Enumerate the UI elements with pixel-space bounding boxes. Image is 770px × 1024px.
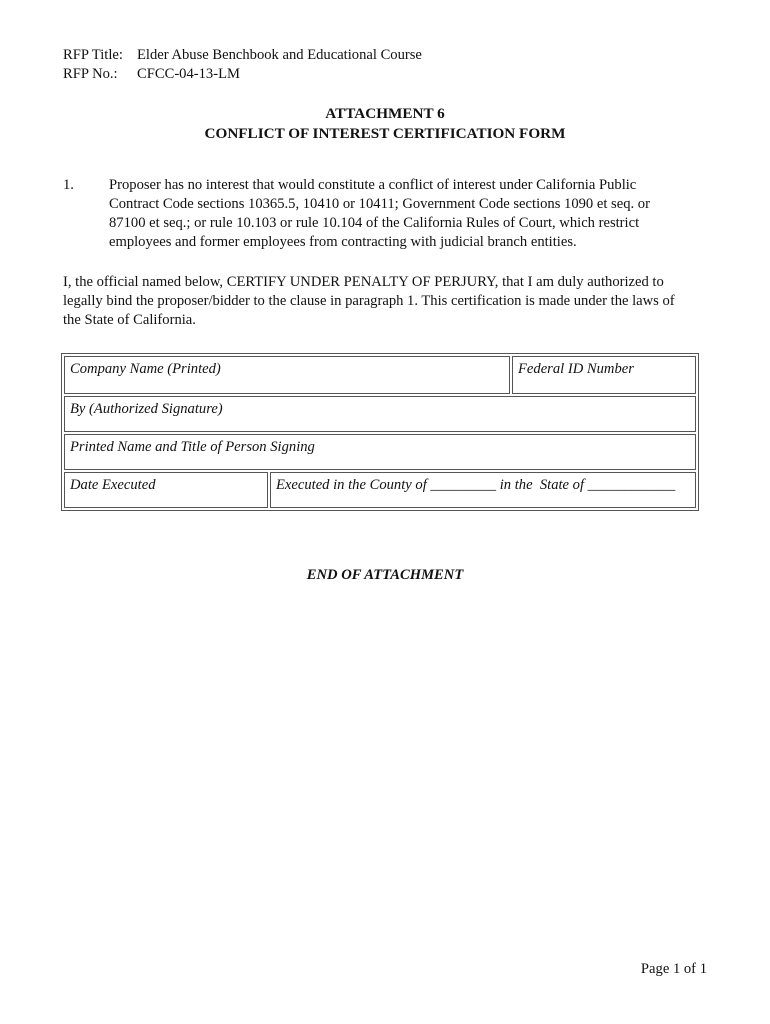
signature-field[interactable] (64, 396, 696, 432)
rfp-number-label: RFP No.: (63, 66, 118, 82)
rfp-number-value: CFCC-04-13-LM (137, 66, 240, 82)
end-of-attachment: END OF ATTACHMENT (306, 567, 464, 583)
certification-line: legally bind the proposer/bidder to the clause in paragraph 1. This certification is made under the laws of (63, 293, 675, 309)
paragraph-1-line: 87100 et seq.; or rule 10.103 or rule 10.104 of the California Rules of Court, which restrict (109, 215, 640, 231)
attachment-heading: ATTACHMENT 6 (325, 105, 445, 122)
paragraph-number: 1. (63, 177, 74, 193)
rfp-header (63, 46, 703, 84)
county-state-field[interactable] (270, 472, 696, 508)
page-number: Page 1 of 1 (640, 961, 707, 977)
form-heading: CONFLICT OF INTEREST CERTIFICATION FORM (204, 125, 566, 142)
company-name-label: Company Name (Printed) (70, 361, 221, 377)
rfp-title-value: Elder Abuse Benchbook and Educational Course (137, 47, 422, 63)
certification-line: I, the official named below, CERTIFY UNDER PENALTY OF PERJURY, that I am duly authorized to (63, 274, 664, 290)
signature-form-table (61, 353, 699, 511)
federal-id-field[interactable] (512, 356, 696, 394)
date-executed-field[interactable] (64, 472, 268, 508)
certification-statement (63, 273, 699, 330)
company-name-field[interactable] (64, 356, 510, 394)
rfp-title-label: RFP Title: (63, 47, 123, 63)
certification-line: the State of California. (63, 312, 196, 328)
date-executed-label: Date Executed (70, 477, 156, 493)
paragraph-1-line: Contract Code sections 10365.5, 10410 or 10411; Government Code sections 1090 et seq. or (109, 196, 650, 212)
county-state-label: Executed in the County of _________ in the State of ____________ (276, 477, 676, 493)
form-row-printed-name (64, 434, 696, 470)
document-title (0, 104, 770, 144)
paragraph-1-line: employees and former employees from contracting with judicial branch entities. (109, 234, 577, 250)
paragraph-1-line: Proposer has no interest that would constitute a conflict of interest under California Public (109, 177, 637, 193)
federal-id-label: Federal ID Number (518, 361, 634, 377)
form-row-signature (64, 396, 696, 432)
form-row-execution (64, 472, 696, 508)
rfp-number-line (63, 65, 703, 84)
signature-label: By (Authorized Signature) (70, 401, 223, 417)
printed-name-label: Printed Name and Title of Person Signing (70, 439, 315, 455)
printed-name-field[interactable] (64, 434, 696, 470)
rfp-title-line (63, 46, 703, 65)
form-row-company (64, 356, 696, 394)
